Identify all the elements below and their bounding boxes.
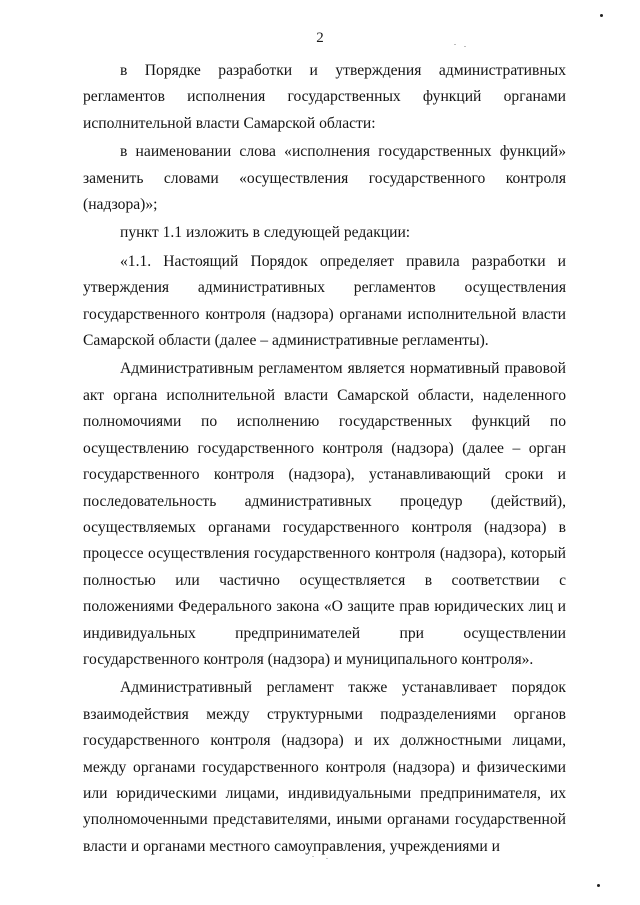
scan-speck xyxy=(600,14,603,17)
scan-speck xyxy=(464,46,466,47)
scan-speck xyxy=(597,884,600,887)
paragraph-title-change: в наименовании слова «исполнения государственных функций» заменить словами «осуществления государственного контроля (надзора)»; xyxy=(83,143,566,214)
scan-speck xyxy=(454,44,456,45)
document-body xyxy=(83,58,566,860)
scan-speck xyxy=(326,858,328,859)
paragraph-amendment-intro: в Порядке разработки и утверждения административных регламентов исполнения государственных функций органами исполнительной власти Самарской области: xyxy=(83,62,566,132)
scan-speck xyxy=(312,856,314,857)
paragraph-clause-1-1: «1.1. Настоящий Порядок определяет правила разработки и утверждения административных регламентов осуществления государственного контроля (надзора) органами исполнительной власти Самарской области (далее – административные регламенты). xyxy=(83,252,566,350)
paragraph-clause-intro: пункт 1.1 изложить в следующей редакции: xyxy=(120,224,411,242)
page-number: 2 xyxy=(316,30,324,46)
paragraph-regulation-scope: Административный регламент также устанавливает порядок взаимодействия между структурными подразделениями органов государственного контроля (надзора) и их должностными лицами, между органами государственного контроля (надзора) и физическими или юридическими лицами, индивидуальными предпринимателя, их уполномоченными представителями, иными органами государственной власти и органами местного самоуправления, учреждениями и xyxy=(83,679,566,855)
paragraph-regulation-definition: Административным регламентом является нормативный правовой акт органа исполнительной власти Самарской области, наделенного полномочиями по исполнению государственных функций по осуществлению государственного контроля (надзора) (далее – орган государственного контроля (надзора), устанавливающий сроки и последовательность административных процедур (действий), осуществляемых органами государственного контроля (надзора) в процессе осуществления государственного контроля (надзора), который полностью или частично осуществляется в соответствии с положениями Федерального закона «О защите прав юридических лиц и индивидуальных предпринимателей при осуществлении государственного контроля (надзора) и муниципального контроля». xyxy=(83,360,566,668)
